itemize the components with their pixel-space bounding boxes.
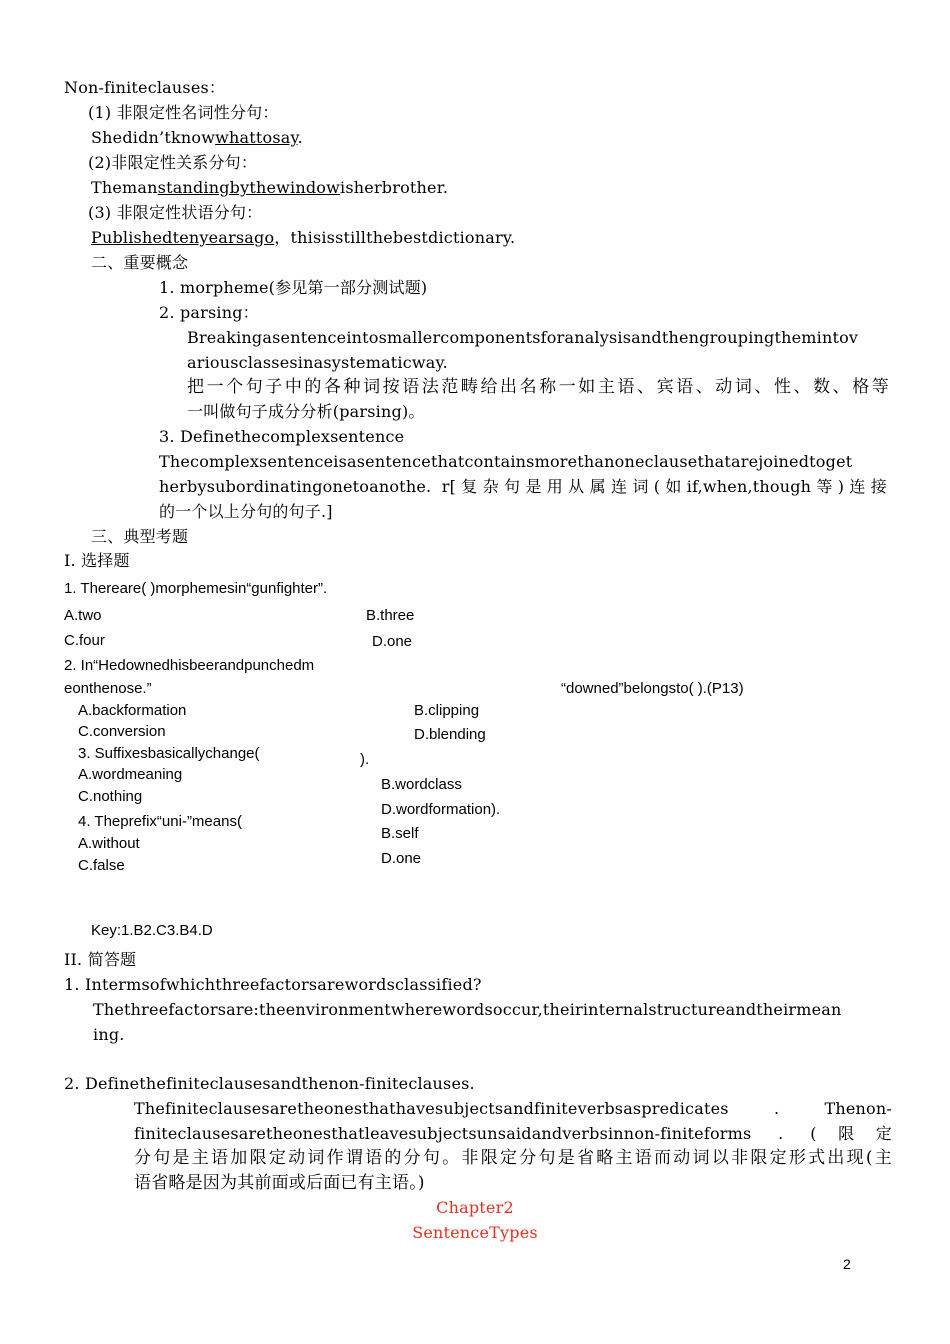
short-answer-2-line3: 分句是主语加限定动词作谓语的分句。非限定分句是省略主语而动词以非限定形式出现(主 [134,1148,892,1168]
short-answer-1-line1: Thethreefactorsare:theenvironmentwherewordsoccur,theirinternalstructureandtheirmean [93,1000,842,1019]
concept-parsing-title: 2. parsing： [159,303,259,322]
example-text: Theman [91,178,158,197]
section-heading-nonfinite: Non-finiteclauses： [64,78,226,97]
q1-option-c: C.four [64,632,105,649]
question-3-close: ). [360,751,370,768]
q3-option-d: D.wordformation). [381,801,501,818]
section-heading-concepts: 二、重要概念 [91,253,189,272]
concept-complex-line1: Thecomplexsentenceisasentencethatcontainsmorethanoneclausethatarejoinedtoget [159,452,853,471]
example-text: . [297,128,303,147]
answer-key: Key:1.B2.C3.B4.D [91,922,213,939]
short-question-2: 2. Definethefiniteclausesandthenon-finiteclauses. [64,1074,475,1093]
q3-option-b: B.wordclass [381,776,462,793]
concept-complex-line3: 的一个以上分句的句子.] [159,502,333,521]
example-nominal [91,130,303,146]
chapter-number: Chapter2 [436,1198,514,1217]
example-adverbial [91,230,515,246]
example-text: isherbrother. [340,178,449,197]
question-2-stem-right: “downed”belongsto( ).(P13) [561,680,744,697]
concept-morpheme: 1. morpheme(参见第一部分测试题) [159,278,428,297]
q3-option-a: A.wordmeaning [78,766,183,783]
underlined-clause: standingbythewindow [157,178,341,197]
example-text: Shedidn’tknow [91,128,216,147]
q4-option-d: D.one [381,850,422,867]
page-number: 2 [843,1256,851,1272]
short-answer-1-line2: ing. [93,1025,125,1044]
q4-option-b: B.self [381,825,419,842]
example-relative [91,180,448,196]
question-1: 1. Thereare( )morphemesin“gunfighter”. [64,580,328,597]
q1-option-b: B.three [366,607,415,624]
q3-option-c: C.nothing [78,788,143,805]
part-heading-short: II. 简答题 [64,950,137,969]
short-answer-2-line4: 语省略是因为其前面或后面已有主语。) [134,1173,425,1193]
underlined-clause: Publishedtenyearsago [91,228,275,247]
item-label-adverbial: (3) 非限定性状语分句： [88,203,263,222]
question-2-line2: eonthenose.” [64,680,152,697]
q2-option-b: B.clipping [414,702,480,719]
q2-option-d: D.blending [414,726,486,743]
section-heading-exam: 三、典型考题 [91,527,189,546]
concept-parsing-zh-line1: 把一个句子中的各种词按语法范畴给出名称一如主语、宾语、动词、性、数、格等 [187,377,889,397]
concept-complex-title: 3. Definethecomplexsentence [159,427,405,446]
question-3: 3. Suffixesbasicallychange( [78,745,260,762]
short-question-1: 1. Intermsofwhichthreefactorsarewordsclassified? [64,975,482,994]
q1-option-a: A.two [64,607,102,624]
question-2-line1: 2. In“Hedownedhisbeerandpunchedm [64,657,315,674]
short-answer-2-line1: Thefiniteclausesaretheonesthathavesubjectsandfiniteverbsaspredicates . Thenon- [134,1099,892,1118]
concept-complex-line2: herbysubordinatingonetoanothe. r[复杂句是用从属连词(如if,when,though等)连接 [159,477,887,496]
concept-parsing-en-line2: ariousclassesinasystematicway. [187,353,448,372]
concept-parsing-zh-line2: 一叫做句子成分分析(parsing)。 [187,402,425,421]
item-label-nominal: (1) 非限定性名词性分句： [88,103,279,122]
chapter-title: SentenceTypes [412,1223,538,1242]
q1-option-d: D.one [372,633,413,650]
part-heading-choice: I. 选择题 [64,551,130,570]
q4-option-c: C.false [78,857,125,874]
q4-option-a: A.without [78,835,140,852]
question-4: 4. Theprefix“uni-”means( [78,813,242,830]
short-answer-2-line2: finiteclausesaretheonesthatleavesubjectsunsaidandverbsinnon-finiteforms . (限定 [134,1124,892,1143]
example-text: ，thisisstillthebestdictionary. [274,228,516,247]
item-label-relative: (2)非限定性关系分句： [88,153,258,172]
concept-parsing-en-line1: Breakingasentenceintosmallercomponentsforanalysisandthengroupingthemintov [187,328,859,347]
q2-option-c: C.conversion [78,723,166,740]
q2-option-a: A.backformation [78,702,187,719]
underlined-clause: whattosay [215,128,298,147]
